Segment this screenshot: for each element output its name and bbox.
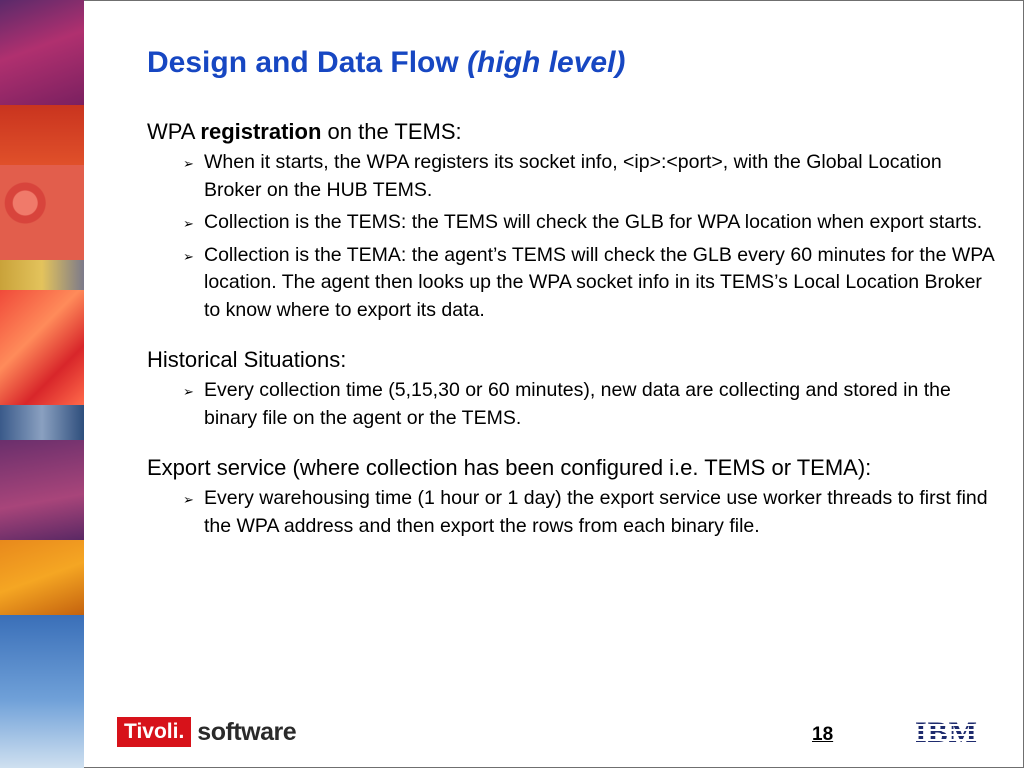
decor-tile-clocks (0, 165, 84, 260)
title-main: Design and Data Flow (147, 46, 459, 79)
section-wpa-registration (147, 117, 997, 324)
section-heading: Historical Situations: (147, 347, 347, 372)
arrow-bullet-icon: ➢ (183, 156, 194, 171)
tivoli-software-logo (117, 713, 296, 751)
decorative-image-strip (0, 0, 84, 768)
bullet-text: Every warehousing time (1 hour or 1 day) the export service use worker threads to first find the WPA address and then export the rows from each binary file. (204, 487, 988, 537)
section-export-service (147, 453, 997, 540)
title-italic: (high level) (467, 46, 626, 79)
bullet-list (147, 149, 997, 324)
section-heading (147, 117, 997, 147)
decor-tile-red-abstract (0, 290, 84, 405)
bullet-item (147, 242, 997, 325)
bullet-item (147, 377, 997, 432)
decor-tile-purple (0, 0, 84, 105)
decor-tile-orange-field (0, 540, 84, 615)
section-historical-situations (147, 345, 997, 432)
arrow-bullet-icon: ➢ (183, 492, 194, 507)
heading-text: WPA (147, 119, 201, 144)
arrow-bullet-icon: ➢ (183, 248, 194, 264)
bullet-text: Collection is the TEMA: the agent’s TEMS will check the GLB every 60 minutes for the WPA location. The agent then looks up the WPA socket info in its TEMS’s Local Location Broker to know where to export its data. (204, 243, 994, 321)
arrow-bullet-icon: ➢ (183, 216, 194, 231)
bullet-item (147, 209, 997, 237)
bullet-item (147, 485, 997, 540)
decor-tile-satellite-dish (0, 615, 84, 768)
bullet-list (147, 485, 997, 540)
bullet-item (147, 149, 997, 204)
arrow-bullet-icon: ➢ (183, 384, 194, 399)
section-heading: Export service (where collection has been configured i.e. TEMS or TEMA): (147, 455, 872, 480)
ibm-logo: IBM (915, 716, 978, 749)
tivoli-badge: Tivoli. (117, 717, 191, 747)
heading-text: on the TEMS: (321, 119, 462, 144)
slide-title (147, 46, 625, 80)
bullet-list (147, 377, 997, 432)
decor-tile-circuit (0, 105, 84, 165)
heading-bold-text: registration (200, 119, 322, 144)
decor-tile-purple-lines (0, 440, 84, 540)
decor-tile-building (0, 405, 84, 440)
bullet-text: Every collection time (5,15,30 or 60 minutes), new data are collecting and stored in the binary file on the agent or the TEMS. (204, 379, 951, 429)
slide-body (147, 117, 997, 561)
bullet-text: Collection is the TEMS: the TEMS will check the GLB for WPA location when export starts. (204, 211, 983, 233)
page-number: 18 (812, 724, 834, 745)
decor-tile-city (0, 260, 84, 290)
bullet-text: When it starts, the WPA registers its socket info, <ip>:<port>, with the Global Location Broker on the HUB TEMS. (204, 151, 942, 201)
tivoli-software-word: software (197, 717, 297, 746)
